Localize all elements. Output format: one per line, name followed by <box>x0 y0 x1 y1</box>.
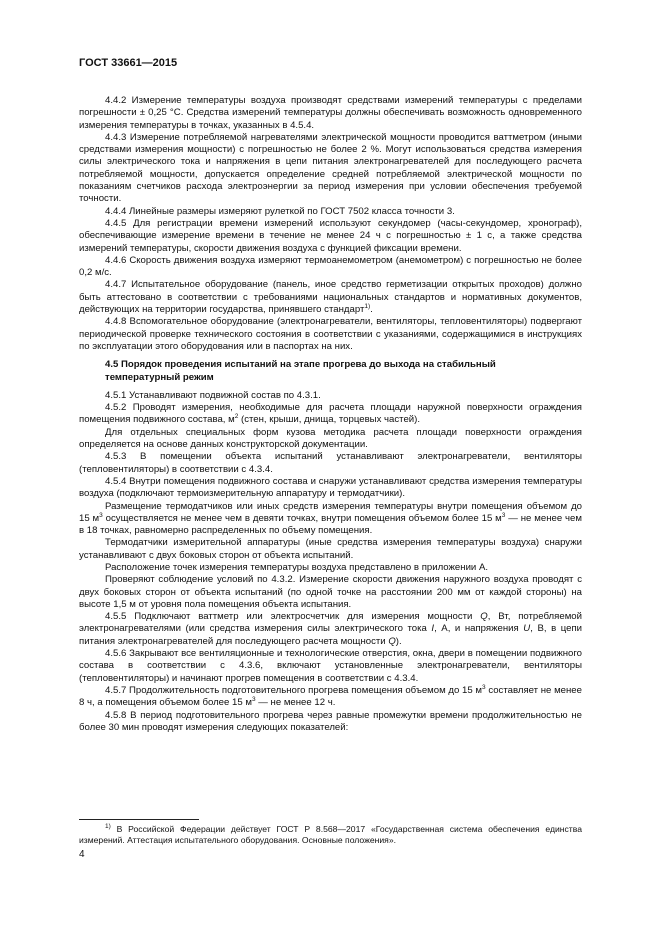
p454b-part-a: Размещение термодатчиков или иных средств измерения температуры внутри помещения объемом до 15 м <box>79 500 582 524</box>
paragraph-4-5-4-b <box>79 501 582 538</box>
p457-part-b: составляет не менее 8 ч, а помещения объемом более 15 м <box>79 684 582 709</box>
symbol-q: Q <box>480 611 488 623</box>
p455-part-e: ). <box>395 635 402 647</box>
symbol-u: U <box>523 623 531 635</box>
p454b-part-b: осуществляется не менее чем в девяти точках, внутри помещения объемом более 15 м <box>102 512 502 524</box>
footnote <box>79 824 582 846</box>
paragraph-4-5-6: 4.5.6 Закрывают все вентиляционные и технологические отверстия, окна, двери в помещении подвижного состава в соответствии с 4.3.6, включают установленные электронагреватели, вентиляторы (тепловентиляторы) и начинают прогрев помещения в соответствии с 4.3.4. <box>79 648 582 684</box>
paragraph-4-4-4: 4.4.4 Линейные размеры измеряют рулеткой по ГОСТ 7502 класса точности 3. <box>105 205 455 217</box>
superscript-3: 3 <box>482 683 486 691</box>
paragraph-4-5-2-text: 4.5.2 Проводят измерения, необходимые для расчета площади наружной поверхности ограждения помещения подвижного состава, м <box>79 402 582 426</box>
p457-part-c: — не менее 12 ч. <box>255 697 336 709</box>
paragraph-4-4-3: 4.4.3 Измерение потребляемой нагревателями электрической мощности проводится ваттметром (иными средствами измерения мощности) с погрешностью не более 2 %. Могут использоваться средства измерения силы электрического тока и напряжения в цепи питания электронагревателей для последующего расчета потребляемой мощности, допускается определение средней потребляемой электрической мощности по показаниям счетчиков расхода электроэнергии за период измерения при условии обеспечения требуемой точности. <box>79 131 582 205</box>
paragraph-4-5-4-d: Расположение точек измерения температуры воздуха представлено в приложении А. <box>105 561 489 573</box>
section-heading-line-2: температурный режим <box>105 371 214 383</box>
superscript-3: 3 <box>501 511 506 519</box>
paragraph-4-5-1: 4.5.1 Устанавливают подвижной состав по 4.3.1. <box>105 389 321 401</box>
symbol-q: Q <box>388 635 396 647</box>
p455-part-d: , В, в цепи питания электронагревателей для последующего расчета мощности <box>79 623 583 647</box>
paragraph-4-4-8: 4.4.8 Вспомогательное оборудование (электронагреватели, вентиляторы, тепловентиляторы) подвергают периодической проверке технического состояния в соответствии с указаниями, содержащимися в инструкциях по эксплуатации этого оборудования или в паспортах на них. <box>79 316 582 352</box>
paragraph-4-5-8: 4.5.8 В период подготовительного прогрева через равные промежутки времени продолжительностью не более 30 мин проводят измерения следующих показателей: <box>79 709 582 733</box>
footnote-divider <box>79 819 199 820</box>
paragraph-4-5-2-end: (стен, крыши, днища, торцевых частей). <box>238 414 421 426</box>
paragraph-4-4-6: 4.4.6 Скорость движения воздуха измеряют термоанемометром (анемометром) с погрешностью не более 0,2 м/с. <box>79 254 582 279</box>
paragraph-4-4-7 <box>79 279 582 316</box>
symbol-i: I <box>431 623 435 635</box>
document-code-header: ГОСТ 33661—2015 <box>79 57 178 69</box>
p455-part-a: 4.5.5 Подключают ваттметр или электросчетчик для измерения мощности <box>105 611 481 623</box>
paragraph-4-4-2: 4.4.2 Измерение температуры воздуха производят средствами измерений температуры с пределами погрешности ± 0,25 °С. Средства измерений температуры должны обеспечивать возможность одновременного измерения температуры в точках, указанных в 4.5.4. <box>79 95 582 131</box>
paragraph-4-5-4-e: Проверяют соблюдение условий по 4.3.2. Измерение скорости движения наружного воздуха проводят с двух боковых сторон от объекта испытаний (по одной точке на расстоянии 200 мм от каждой стороны) на высоте 1,5 м от уровня пола помещения объекта испытания. <box>79 574 582 610</box>
paragraph-4-4-7-text: 4.4.7 Испытательное оборудование (панель, иное средство герметизации открытых проходов) должно быть аттестовано в соответствии с требованиями национальных стандартов и нормативных документов, действующих на территории государства, принявшего стандарт <box>79 279 582 316</box>
superscript-3: 3 <box>251 696 256 704</box>
paragraph-4-4-5: 4.4.5 Для регистрации времени измерений используют секундомер (часы-секундомер, хронограф), обеспечивающие измерение времени в течение не менее 24 ч с погрешностью ± 1 с, а также средства измерений температуры, скорости движения воздуха с функцией фиксации времени. <box>79 217 582 254</box>
superscript-2: 2 <box>234 413 239 421</box>
paragraph-4-5-2 <box>79 402 582 427</box>
paragraph-4-5-3: 4.5.3 В помещении объекта испытаний устанавливают электронагреватели, вентиляторы (тепловентиляторы) в соответствии с 4.3.4. <box>79 451 582 475</box>
page-number: 4 <box>79 849 85 860</box>
paragraph-4-5-7 <box>79 685 582 710</box>
p455-part-b: , Вт, потребляемой электронагревателями (или средства измерения силы электрического тока <box>79 611 582 635</box>
section-heading-4-5 <box>79 359 582 384</box>
p454b-part-c: — не менее чем в 18 точках, равномерно распределенных по объему помещения. <box>79 512 582 537</box>
section-heading-line-1: 4.5 Порядок проведения испытаний на этапе прогрева до выхода на стабильный <box>105 359 496 371</box>
footnote-mark: 1) <box>105 823 111 831</box>
paragraph-4-5-4-c: Термодатчики измерительной аппаратуры (иные средства измерения температуры воздуха) снаружи устанавливают с двух боковых сторон от объекта испытаний. <box>79 537 582 561</box>
footnote-text: В Российской Федерации действует ГОСТ Р 8.568—2017 «Государственная система обеспечения единства измерений. Аттестация испытательного оборудования. Основные положения». <box>79 824 582 845</box>
paragraph-4-5-5 <box>79 611 582 648</box>
p455-part-c: , А, и напряжения <box>434 623 524 635</box>
document-body <box>79 95 582 734</box>
paragraph-4-5-2-b: Для отдельных специальных форм кузова методика расчета площади поверхности ограждения определяется на основе данных конструкторской документации. <box>79 426 582 451</box>
paragraph-4-4-7-end: . <box>370 304 373 316</box>
footnote-ref-1: 1) <box>364 302 371 310</box>
paragraph-4-5-4: 4.5.4 Внутри помещения подвижного состава и снаружи устанавливают средства измерения температуры воздуха (подключают термоизмерительную аппаратуру и термодатчики). <box>79 475 582 500</box>
superscript-3: 3 <box>99 511 103 519</box>
p457-part-a: 4.5.7 Продолжительность подготовительного прогрева помещения объемом до 15 м <box>105 684 482 696</box>
